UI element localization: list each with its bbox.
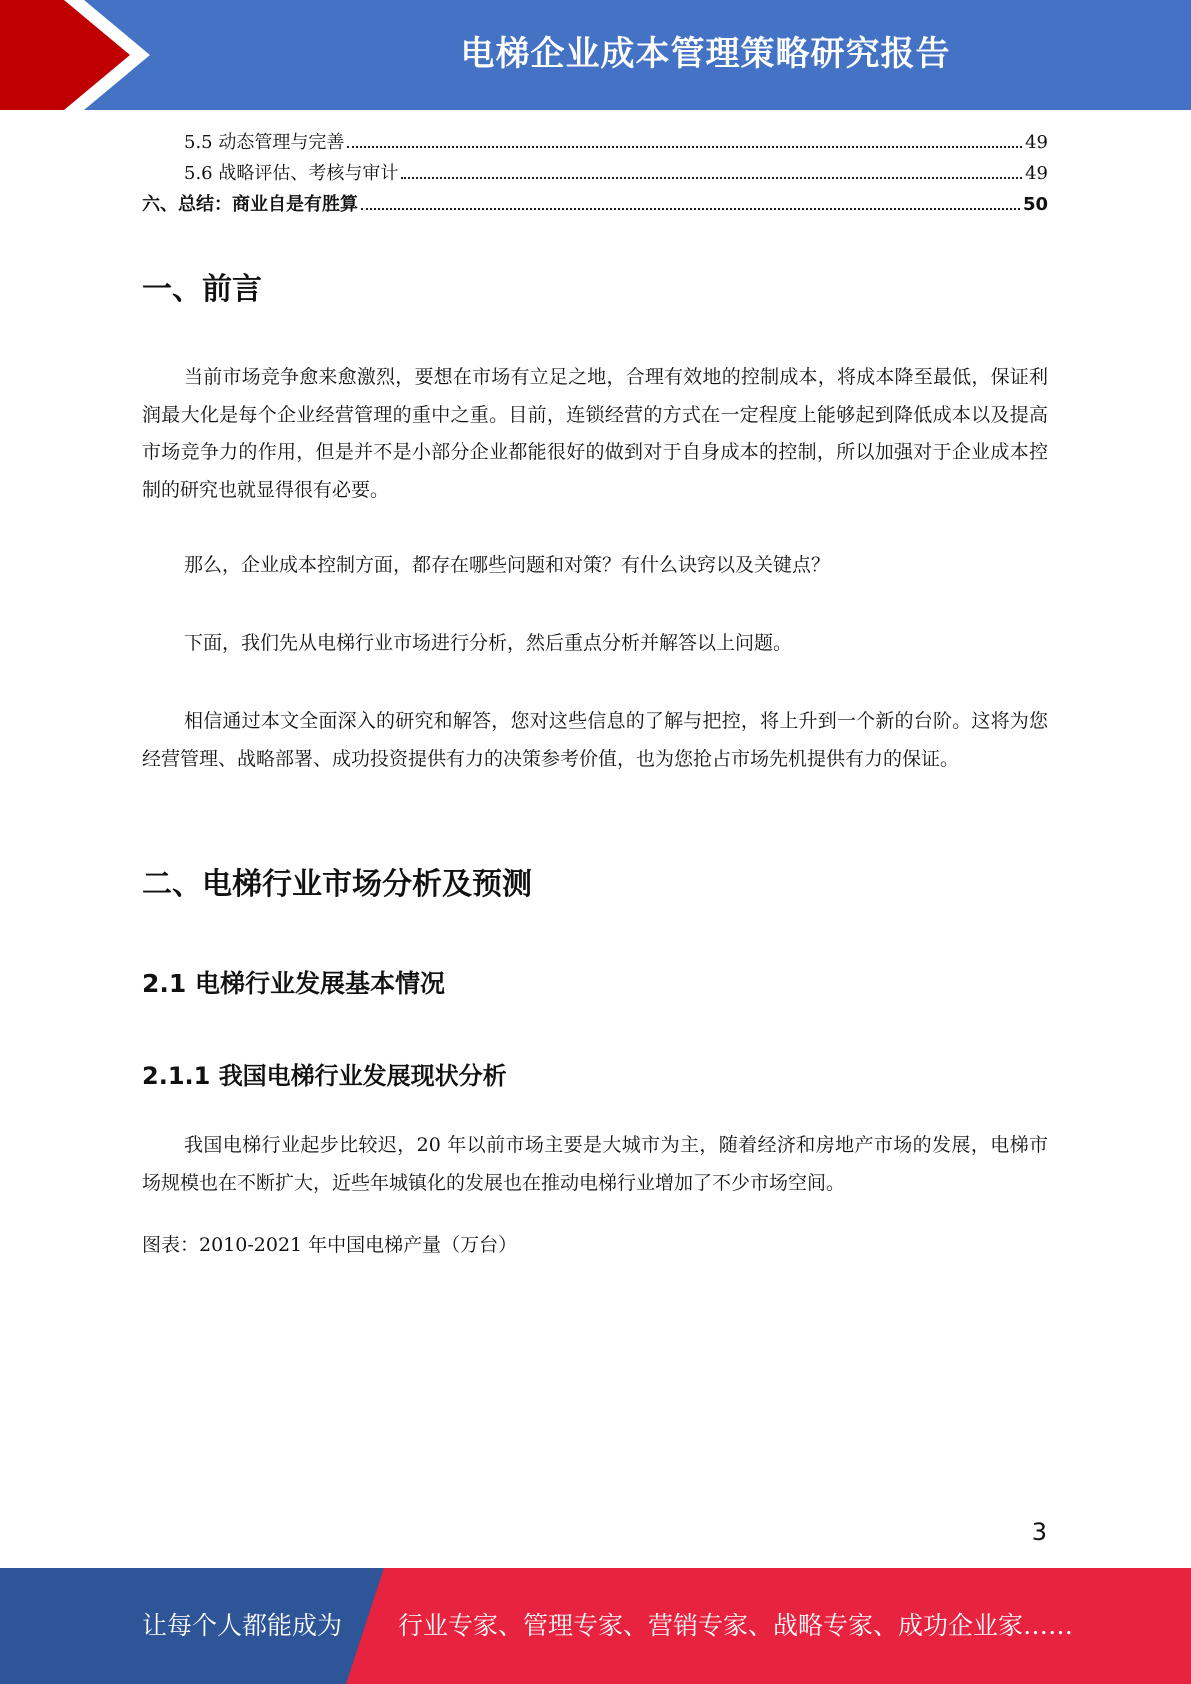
toc-leader-dots [401, 177, 1022, 179]
page-number: 3 [1031, 1518, 1047, 1546]
table-of-contents [142, 128, 1048, 221]
section-heading-preface: 一、前言 [142, 272, 262, 307]
body-paragraph: 我国电梯行业起步比较迟，20 年以前市场主要是大城市为主，随着经济和房地产市场的发展，电梯市场规模也在不断扩大，近些年城镇化的发展也在推动电梯行业增加了不少市场空间。 [142, 1134, 1048, 1194]
footer-slogan-right: 行业专家、管理专家、营销专家、战略专家、成功企业家…… [398, 1611, 1074, 1640]
footer-slogan-left: 让每个人都能成为 [142, 1611, 343, 1640]
header-chevron-icon [0, 0, 160, 110]
toc-entry-page: 50 [1022, 194, 1048, 215]
page-header [0, 0, 1191, 110]
toc-entry[interactable] [142, 190, 1048, 221]
toc-leader-dots [361, 208, 1020, 210]
preface-paragraph: 相信通过本文全面深入的研究和解答，您对这些信息的了解与把控，将上升到一个新的台阶。这将为您经营管理、战略部署、成功投资提供有力的决策参考价值，也为您抢占市场先机提供有力的保证。 [142, 710, 1048, 770]
page-footer [0, 1568, 1191, 1684]
header-title: 电梯企业成本管理策略研究报告 [460, 34, 951, 74]
toc-entry-label: 5.6 战略评估、考核与审计 [184, 163, 399, 184]
preface-paragraph: 下面，我们先从电梯行业市场进行分析，然后重点分析并解答以上问题。 [184, 632, 793, 654]
subsubsection-heading: 2.1.1 我国电梯行业发展现状分析 [142, 1062, 507, 1090]
preface-paragraph: 当前市场竞争愈来愈激烈，要想在市场有立足之地，合理有效地的控制成本，将成本降至最低，保证利润最大化是每个企业经营管理的重中之重。目前，连锁经营的方式在一定程度上能够起到降低成本以及提高市场竞争力的作用，但是并不是小部分企业都能很好的做到对于自身成本的控制，所以加强对于企业成本控制的研究也就显得很有必要。 [142, 366, 1048, 501]
preface-paragraph: 那么，企业成本控制方面，都存在哪些问题和对策？有什么诀窍以及关键点？ [184, 554, 831, 576]
toc-entry-page: 49 [1025, 132, 1048, 153]
toc-entry-page: 49 [1025, 163, 1048, 184]
toc-entry[interactable] [142, 128, 1048, 159]
figure-caption: 图表：2010-2021 年中国电梯产量（万台） [142, 1234, 518, 1256]
toc-entry-label: 六、总结：商业自是有胜算 [142, 194, 358, 215]
toc-entry-label: 5.5 动态管理与完善 [184, 132, 345, 153]
subsection-heading: 2.1 电梯行业发展基本情况 [142, 969, 445, 998]
section-heading-market-analysis: 二、电梯行业市场分析及预测 [142, 867, 532, 902]
toc-entry[interactable] [142, 159, 1048, 190]
toc-leader-dots [347, 146, 1022, 148]
